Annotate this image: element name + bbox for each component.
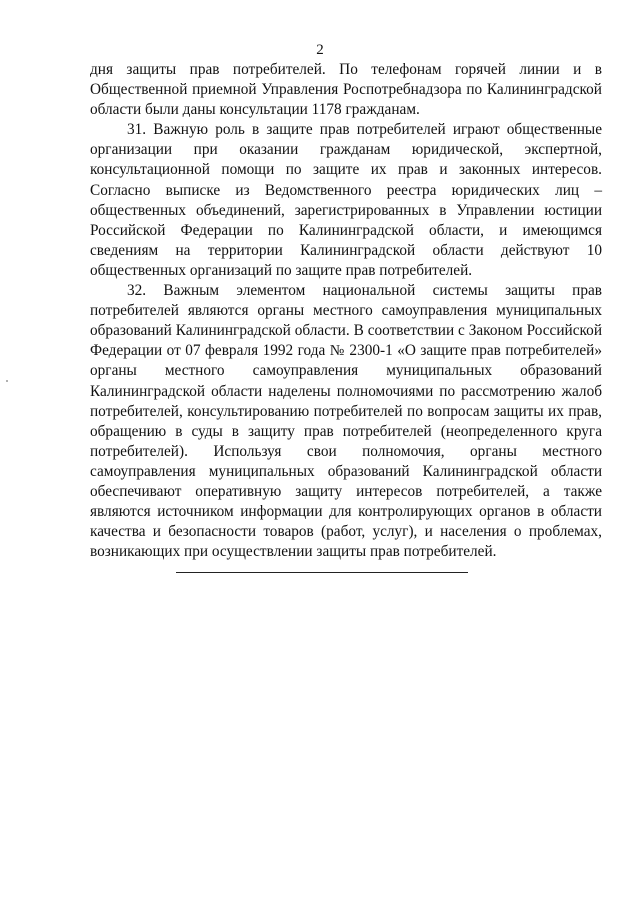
page-number: 2 [316, 42, 324, 58]
end-of-document-line [176, 572, 468, 573]
document-body [90, 60, 602, 562]
paragraph-31: 31. Важную роль в защите прав потребителей играют общественные организации при оказании гражданам юридической, экспертной, консультационной помощи по защите их прав и законных интересов. Согласно выписке из Ведомственного реестра юридических лиц – общественных объединений, зарегистрированных в Управлении юстиции Российской Федерации по Калининградской области, и имеющимся сведениям на территории Калининградской области действуют 10 общественных организаций по защите прав потребителей. [90, 121, 602, 279]
scan-speck [6, 380, 8, 382]
paragraph-32: 32. Важным элементом национальной системы защиты прав потребителей являются органы местного самоуправления муниципальных образований Калининградской области. В соответствии с Законом Российской Федерации от 07 февраля 1992 года № 2300-1 «О защите прав потребителей» органы местного самоуправления муниципальных образований Калининградской области наделены полномочиями по рассмотрению жалоб потребителей, консультированию потребителей по вопросам защиты их прав, обращению в суды в защиту прав потребителей (неопределенного круга потребителей). Используя свои полномочия, органы местного самоуправления муниципальных образований Калининградской области обеспечивают оперативную защиту интересов потребителей, а также являются источником информации для контролирующих органов в области качества и безопасности товаров (работ, услуг), и населения о проблемах, возникающих при осуществлении защиты прав потребителей. [90, 282, 602, 561]
paragraph-continuation: дня защиты прав потребителей. По телефонам горячей линии и в Общественной приемной Управления Роспотребнадзора по Калининградской области были даны консультации 1178 гражданам. [90, 61, 602, 119]
